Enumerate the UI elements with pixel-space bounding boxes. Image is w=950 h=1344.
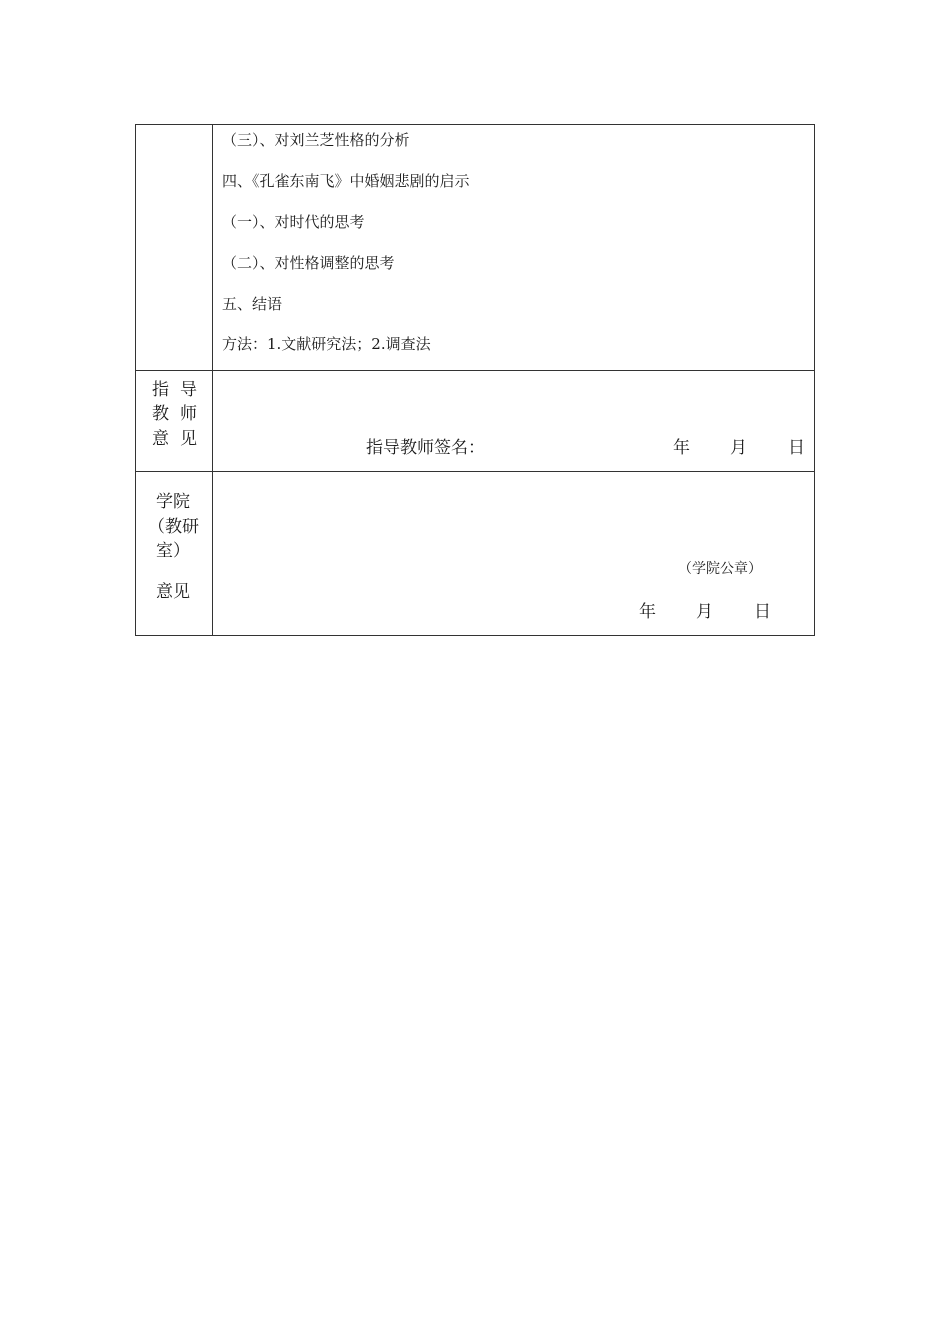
supervisor-content-cell xyxy=(213,371,815,472)
supervisor-opinion-row xyxy=(136,371,815,472)
label-char: 指 xyxy=(152,380,169,400)
proposal-form-table xyxy=(135,124,815,636)
outline-line: 四、《孔雀东南飞》中婚姻悲剧的启示 xyxy=(222,172,470,190)
outline-line: （二）、对性格调整的思考 xyxy=(222,254,395,272)
label-char: 教 xyxy=(152,404,169,424)
label-line: 室） xyxy=(156,541,190,561)
date-day: 日 xyxy=(754,602,771,622)
label-char: 导 xyxy=(180,380,197,400)
date-year: 年 xyxy=(639,602,656,622)
date-month: 月 xyxy=(696,602,713,622)
date-year: 年 xyxy=(673,438,690,458)
outline-line: 五、结语 xyxy=(222,295,283,313)
college-content-cell xyxy=(213,472,815,636)
outline-label-cell xyxy=(136,125,213,371)
college-opinion-row xyxy=(136,472,815,636)
outline-content-cell xyxy=(213,125,815,371)
label-line: 学院 xyxy=(156,492,190,512)
outline-line: （三）、对刘兰芝性格的分析 xyxy=(222,131,410,149)
college-label-cell xyxy=(136,472,213,636)
date-month: 月 xyxy=(730,438,747,458)
outline-row xyxy=(136,125,815,371)
label-line: 意见 xyxy=(156,582,190,602)
college-seal-label: （学院公章） xyxy=(678,561,762,577)
outline-line: 方法：1.文献研究法；2.调查法 xyxy=(222,335,431,353)
supervisor-label-cell xyxy=(136,371,213,472)
date-day: 日 xyxy=(788,438,805,458)
outline-line: （一）、对时代的思考 xyxy=(222,213,365,231)
supervisor-label xyxy=(136,371,212,471)
supervisor-signature-label: 指导教师签名： xyxy=(366,438,485,458)
label-char: 意 xyxy=(152,429,169,449)
label-line: （教研 xyxy=(148,517,199,537)
label-char: 师 xyxy=(180,404,197,424)
college-label xyxy=(136,472,212,635)
label-char: 见 xyxy=(180,429,197,449)
